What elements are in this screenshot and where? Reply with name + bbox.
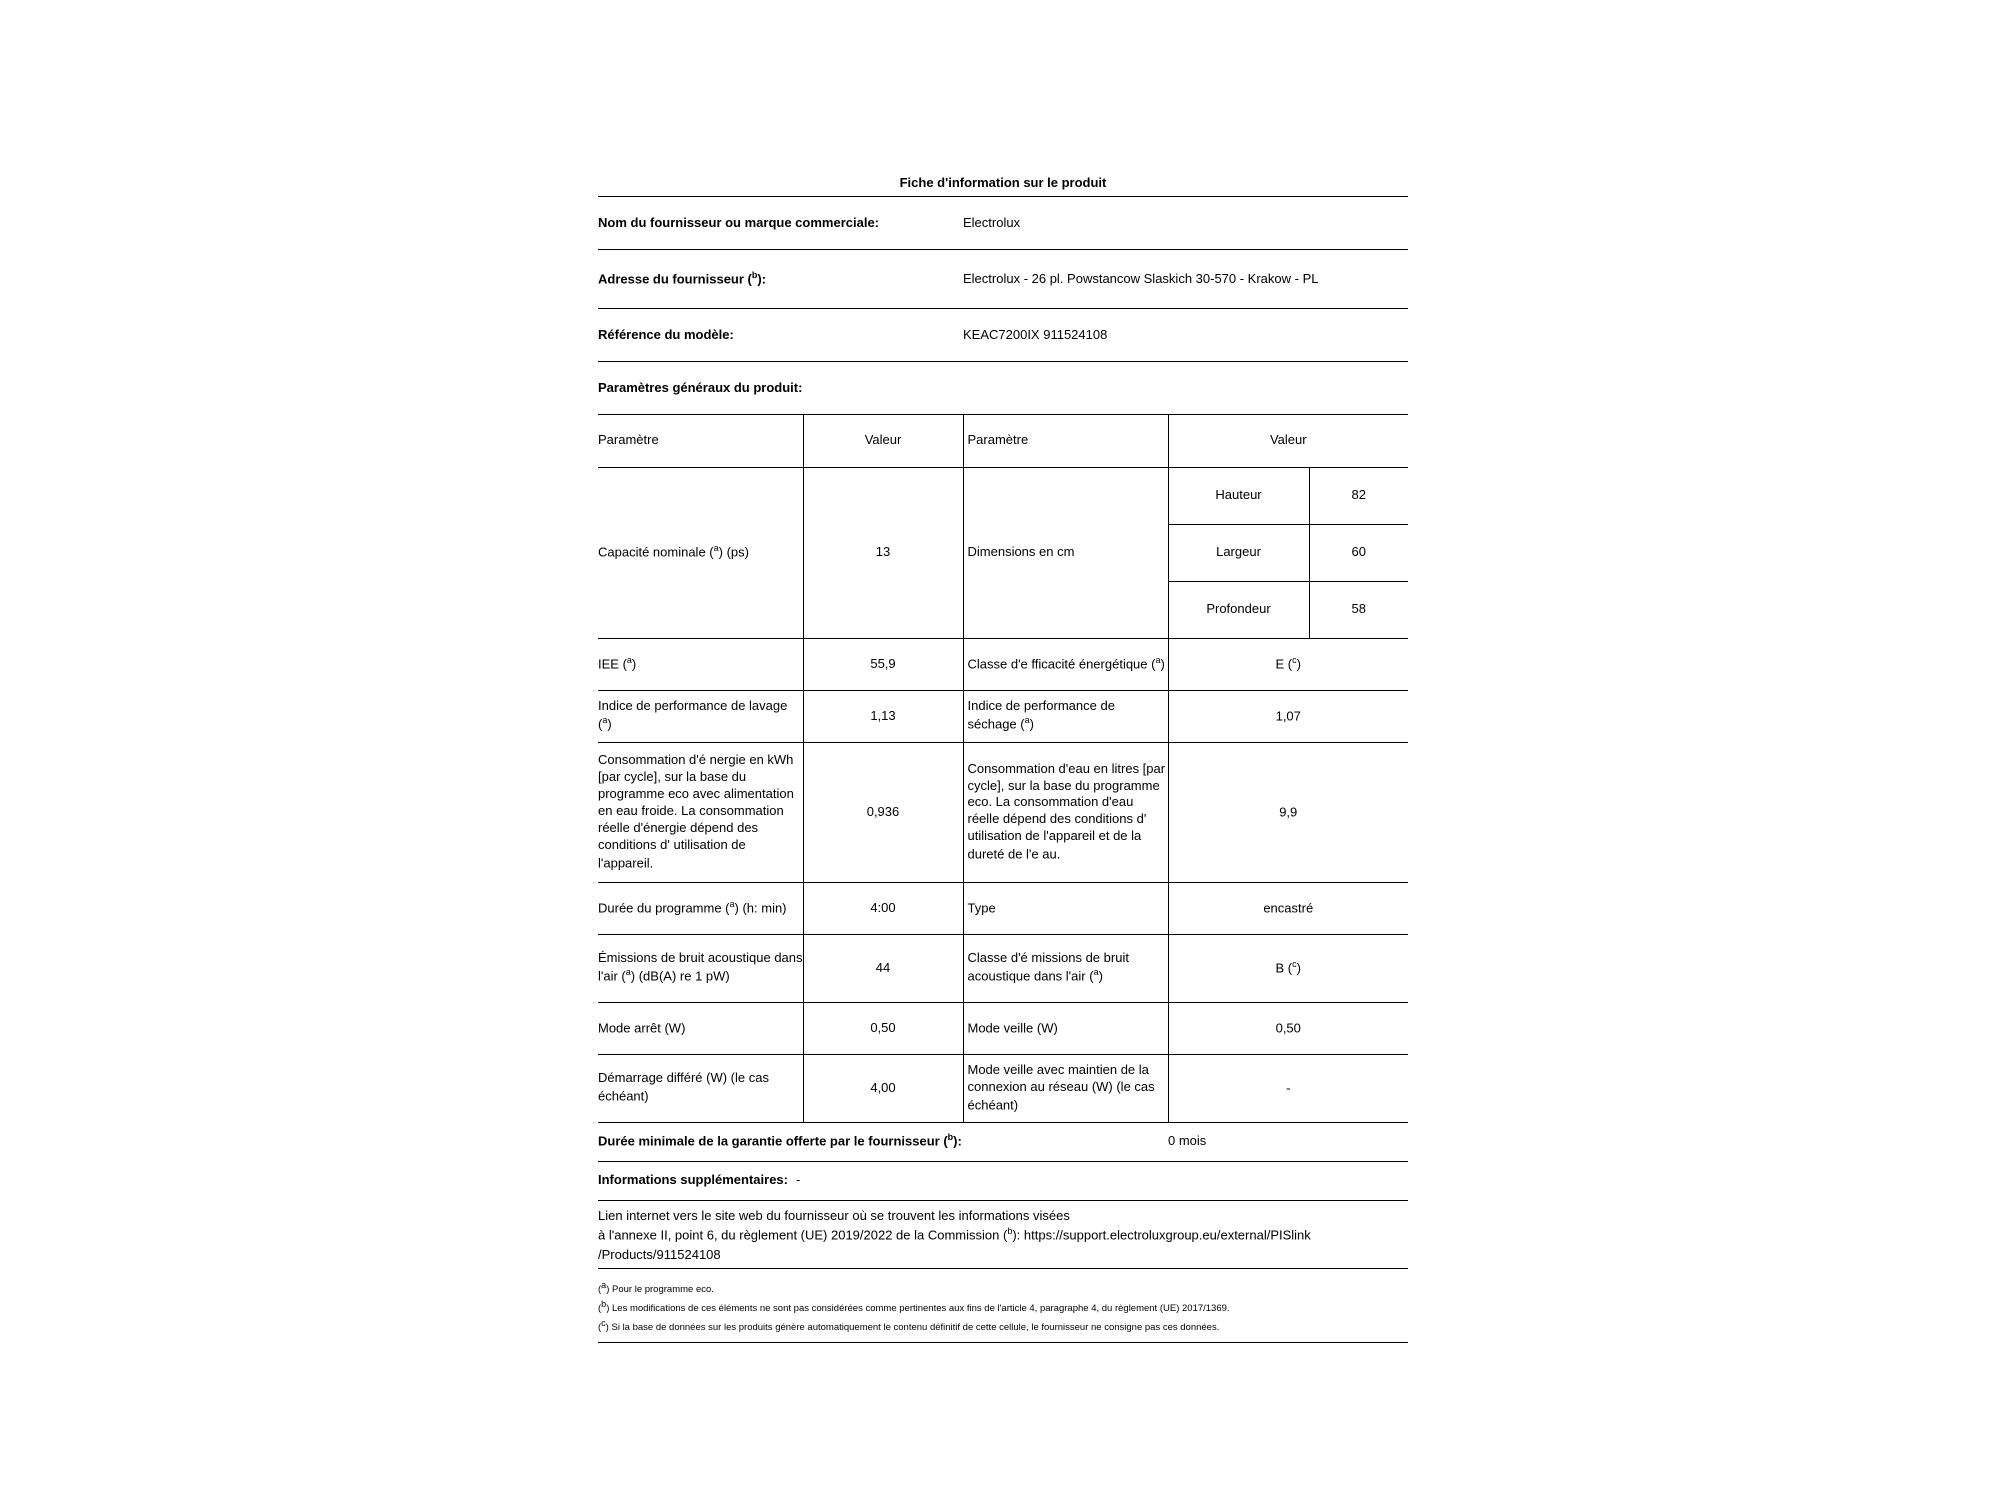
supplier-row <box>598 197 1408 250</box>
supplier-label: Nom du fournisseur ou marque commerciale: <box>598 214 880 230</box>
dimensions-table <box>1169 468 1409 638</box>
param-label: Indice de performance de séchage ($^a$) <box>963 690 1168 742</box>
additional-info-value: - <box>795 1172 801 1188</box>
param-value: 1,13 <box>803 690 963 742</box>
param-row <box>598 882 1408 934</box>
dimension-value: 60 <box>1309 524 1408 581</box>
param-label: Démarrage différé (W) (le cas échéant) <box>598 1054 803 1122</box>
param-value: 44 <box>803 934 963 1002</box>
header-param-2: Paramètre <box>963 415 1168 467</box>
param-value: B ($^c$) <box>1168 934 1408 1002</box>
param-label: Mode arrêt (W) <box>598 1002 803 1054</box>
param-value: 1,07 <box>1168 690 1408 742</box>
supplier-link[interactable]: ): https://support.electroluxgroup.eu/external/PISlink <box>1012 1227 1311 1243</box>
param-label: IEE ($^a$) <box>598 638 803 690</box>
param-value: 4,00 <box>803 1054 963 1122</box>
param-value: 0,50 <box>803 1002 963 1054</box>
address-value: Electrolux - 26 pl. Powstancow Slaskich 30-570 - Krakow - PL <box>963 270 1319 286</box>
address-label: Adresse du fournisseur ($^b$): <box>598 269 767 287</box>
param-label: Classe d'é missions de bruit acoustique dans l'air ($^a$) <box>963 934 1168 1002</box>
supplier-link-block <box>598 1201 1408 1270</box>
param-value: E ($^c$) <box>1168 638 1408 690</box>
param-value: 9,9 <box>1168 742 1408 882</box>
dimension-name: Profondeur <box>1206 601 1271 617</box>
capacity-value: 13 <box>803 467 963 638</box>
product-information-sheet <box>598 170 1408 1343</box>
param-label: Type <box>963 882 1168 934</box>
param-value: 4:00 <box>803 882 963 934</box>
dimensions-cell <box>1168 467 1408 638</box>
model-value: KEAC7200IX 911524108 <box>963 326 1108 342</box>
param-value: 0,936 <box>803 742 963 882</box>
link-line-1: Lien internet vers le site web du fournisseur où se trouvent les informations visées <box>598 1207 1070 1223</box>
link-line-3[interactable]: /Products/911524108 <box>598 1246 721 1262</box>
dimension-name: Largeur <box>1169 524 1310 581</box>
param-label: Consommation d'é nergie en kWh [par cycle], sur la base du programme eco avec alimentation en eau froide. La consommation réelle d'énergie dépend des conditions d' utilisation de l'appareil. <box>598 742 803 882</box>
additional-info-row <box>598 1162 1408 1201</box>
footnotes <box>598 1269 1408 1343</box>
dimension-row <box>1169 468 1409 525</box>
params-table <box>598 415 1408 1123</box>
sheet-title: Fiche d'information sur le produit <box>899 175 1107 190</box>
dimension-row <box>1169 581 1409 638</box>
footnote: ($^a$) Pour le programme eco. <box>598 1280 714 1296</box>
param-label: Durée du programme ($^a$) (h: min) <box>598 882 803 934</box>
param-label: Classe d'e fficacité énergétique ($^a$) <box>963 638 1168 690</box>
dimension-value: 58 <box>1309 581 1408 638</box>
supplier-value: Electrolux <box>963 214 1021 230</box>
param-value: 0,50 <box>1168 1002 1408 1054</box>
footnote: ($^b$) Les modifications de ces éléments ne sont pas considérées comme pertinentes aux fins de l'article 4, paragraphe 4, du règlement (UE) 2017/1369. <box>598 1299 1230 1315</box>
param-label: Émissions de bruit acoustique dans l'air ($^a$) (dB(A) re 1 pW) <box>598 934 803 1002</box>
dimension-name: Hauteur <box>1169 468 1310 525</box>
param-value: - <box>1168 1054 1408 1122</box>
warranty-value: 0 mois <box>1168 1133 1207 1149</box>
model-row <box>598 309 1408 362</box>
additional-info-label: Informations supplémentaires: <box>598 1172 788 1188</box>
footnote: ($^c$) Si la base de données sur les produits génère automatiquement le contenu définitif de cette cellule, le fournisseur ne consigne pas ces données. <box>598 1318 1220 1334</box>
capacity-dimensions-row <box>598 467 1408 638</box>
param-value: encastré <box>1168 882 1408 934</box>
param-row <box>598 934 1408 1002</box>
param-label: Indice de performance de lavage ($^a$) <box>598 690 803 742</box>
param-row <box>598 690 1408 742</box>
model-label: Référence du modèle: <box>598 326 734 342</box>
param-row <box>598 1054 1408 1122</box>
header-param-1: Paramètre <box>598 415 803 467</box>
param-label: Consommation d'eau en litres [par cycle], sur la base du programme eco. La consommation d'eau réelle dépend des conditions d' utilisation de l'appareil et de la dureté de l'e au. <box>963 742 1168 882</box>
address-row <box>598 250 1408 309</box>
param-value: 55,9 <box>803 638 963 690</box>
link-line-2: à l'annexe II, point 6, du règlement (UE) 2019/2022 de la Commission ($^b$): https://support.electroluxgroup.eu/external/PISlink <box>598 1226 1311 1243</box>
param-label: Mode veille (W) <box>963 1002 1168 1054</box>
dimension-value: 82 <box>1309 468 1408 525</box>
general-params-heading: Paramètres généraux du produit: <box>598 362 1408 415</box>
dimensions-label: Dimensions en cm <box>963 467 1168 638</box>
dimension-row <box>1169 524 1409 581</box>
warranty-row <box>598 1123 1408 1162</box>
param-row <box>598 742 1408 882</box>
param-label: Mode veille avec maintien de la connexion au réseau (W) (le cas échéant) <box>963 1054 1168 1122</box>
param-row <box>598 1002 1408 1054</box>
table-header-row <box>598 415 1408 467</box>
capacity-label: Capacité nominale ($^a$) (ps) <box>598 467 803 638</box>
param-row <box>598 638 1408 690</box>
warranty-label: Durée minimale de la garantie offerte par le fournisseur ($^b$): <box>598 1132 962 1149</box>
header-value-2: Valeur <box>1168 415 1408 467</box>
header-value-1: Valeur <box>803 415 963 467</box>
